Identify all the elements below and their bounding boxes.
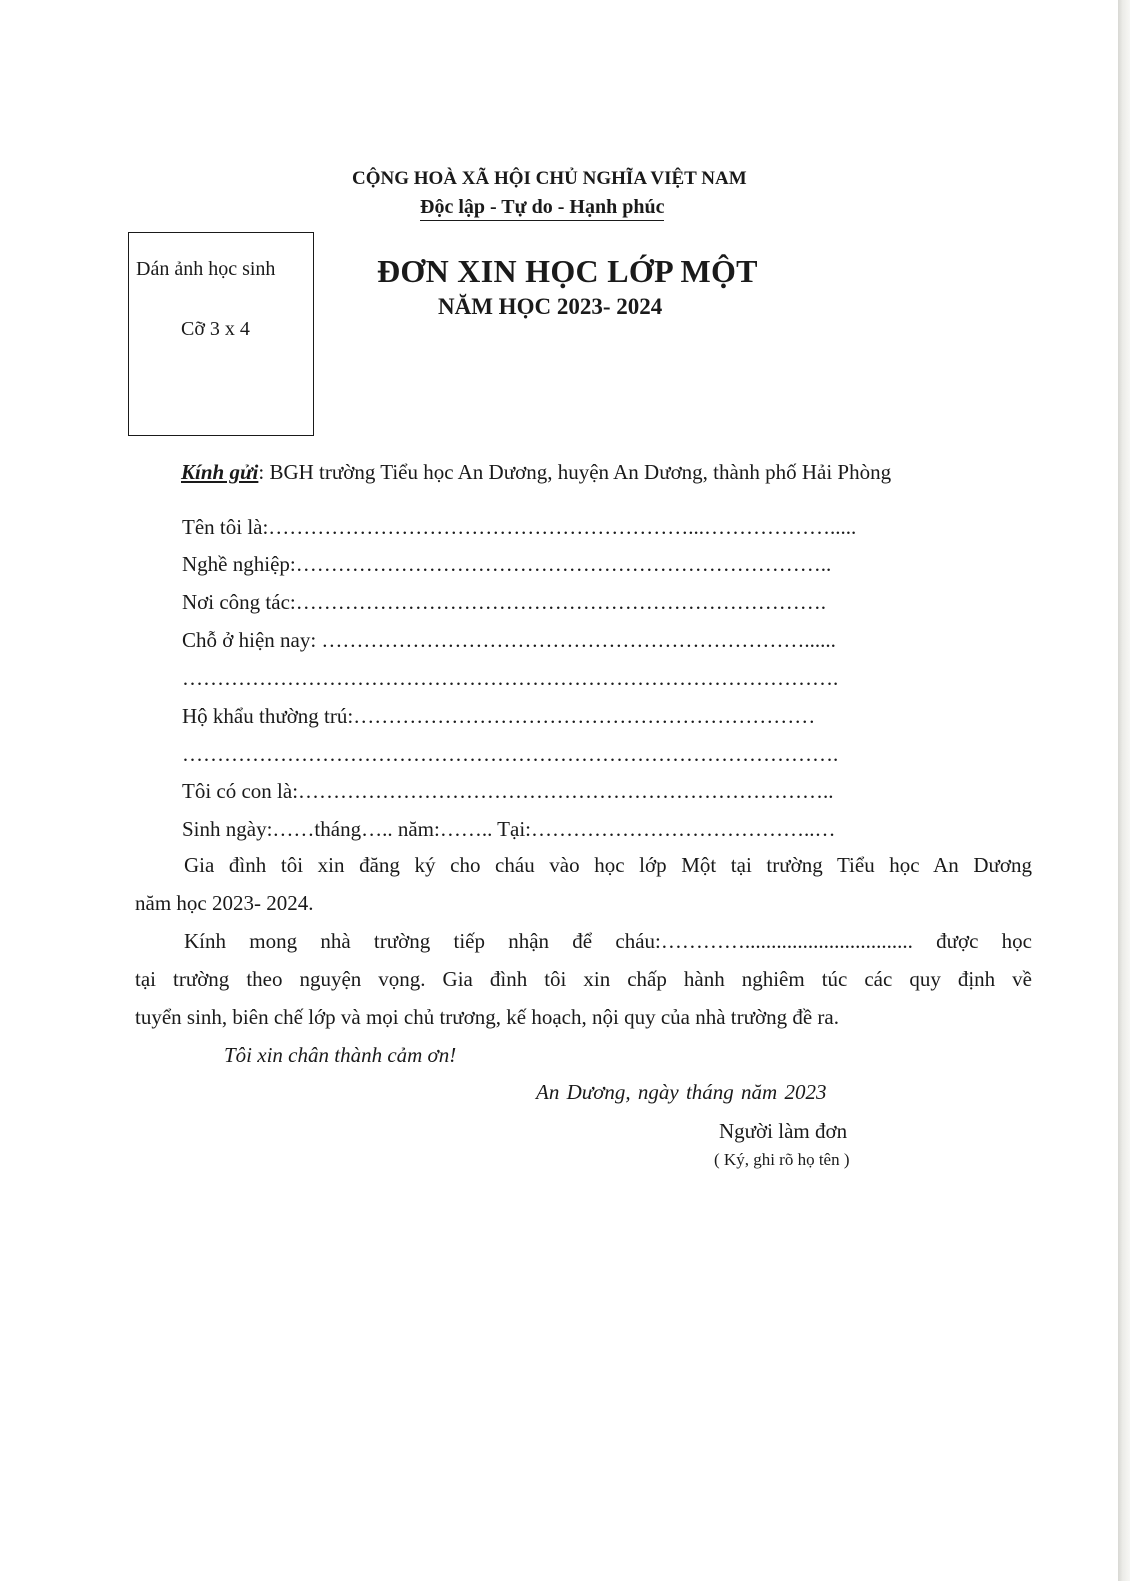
- photo-size: Cỡ 3 x 4: [181, 318, 250, 340]
- school-year-title: NĂM HỌC 2023- 2024: [438, 294, 663, 319]
- request-line3: tuyển sinh, biên chế lớp và mọi chủ trương, kế hoạch, nội quy của nhà trường đề ra.: [135, 1005, 839, 1029]
- child-name-field[interactable]: Tôi có con là:…………………………………………………………………..: [182, 779, 834, 803]
- registration-statement-line2: năm học 2023- 2024.: [135, 891, 314, 915]
- paper-edge-shadow: [1118, 0, 1130, 1581]
- form-title: ĐƠN XIN HỌC LỚP MỘT: [377, 253, 758, 289]
- photo-instruction: Dán ảnh học sinh: [136, 258, 276, 280]
- birth-info-field[interactable]: Sinh ngày:……tháng….. năm:…….. Tại:…………………………………..…: [182, 817, 836, 841]
- request-line2: tại trường theo nguyện vọng. Gia đình tôi xin chấp hành nghiêm túc các quy định về: [135, 967, 1032, 991]
- signature-note: ( Ký, ghi rõ họ tên ): [714, 1150, 850, 1169]
- registration-statement-line1: Gia đình tôi xin đăng ký cho cháu vào học lớp Một tại trường Tiểu học An Dương: [184, 853, 1032, 877]
- name-field[interactable]: Tên tôi là:……………………………………………………...……………….....: [182, 515, 857, 539]
- household-continuation-field[interactable]: ………………………………………………………………………………….: [182, 742, 839, 766]
- place-date-line: An Dương, ngày tháng năm 2023: [536, 1080, 827, 1104]
- recipient-label: Kính gửi: [181, 460, 259, 484]
- thanks-line: Tôi xin chân thành cảm ơn!: [224, 1043, 457, 1067]
- recipient-line: [181, 460, 891, 485]
- household-registration-field[interactable]: Hộ khẩu thường trú:…………………………………………………………: [182, 704, 816, 728]
- national-motto: Độc lập - Tự do - Hạnh phúc: [420, 196, 664, 221]
- workplace-field[interactable]: Nơi công tác:………………………………………………………………….: [182, 590, 826, 614]
- signer-label: Người làm đơn: [719, 1119, 848, 1143]
- recipient-text: : BGH trường Tiểu học An Dương, huyện An Dương, thành phố Hải Phòng: [258, 460, 892, 484]
- residence-continuation-field[interactable]: ………………………………………………………………………………….: [182, 666, 839, 690]
- national-title: CỘNG HOÀ XÃ HỘI CHỦ NGHĨA VIỆT NAM: [352, 168, 747, 189]
- residence-field[interactable]: Chỗ ở hiện nay: ……………………………………………………………......: [182, 628, 836, 652]
- occupation-field[interactable]: Nghề nghiệp:…………………………………………………………………..: [182, 552, 832, 576]
- request-line1[interactable]: Kính mong nhà trường tiếp nhận để cháu:…………................................ được học: [184, 929, 1032, 953]
